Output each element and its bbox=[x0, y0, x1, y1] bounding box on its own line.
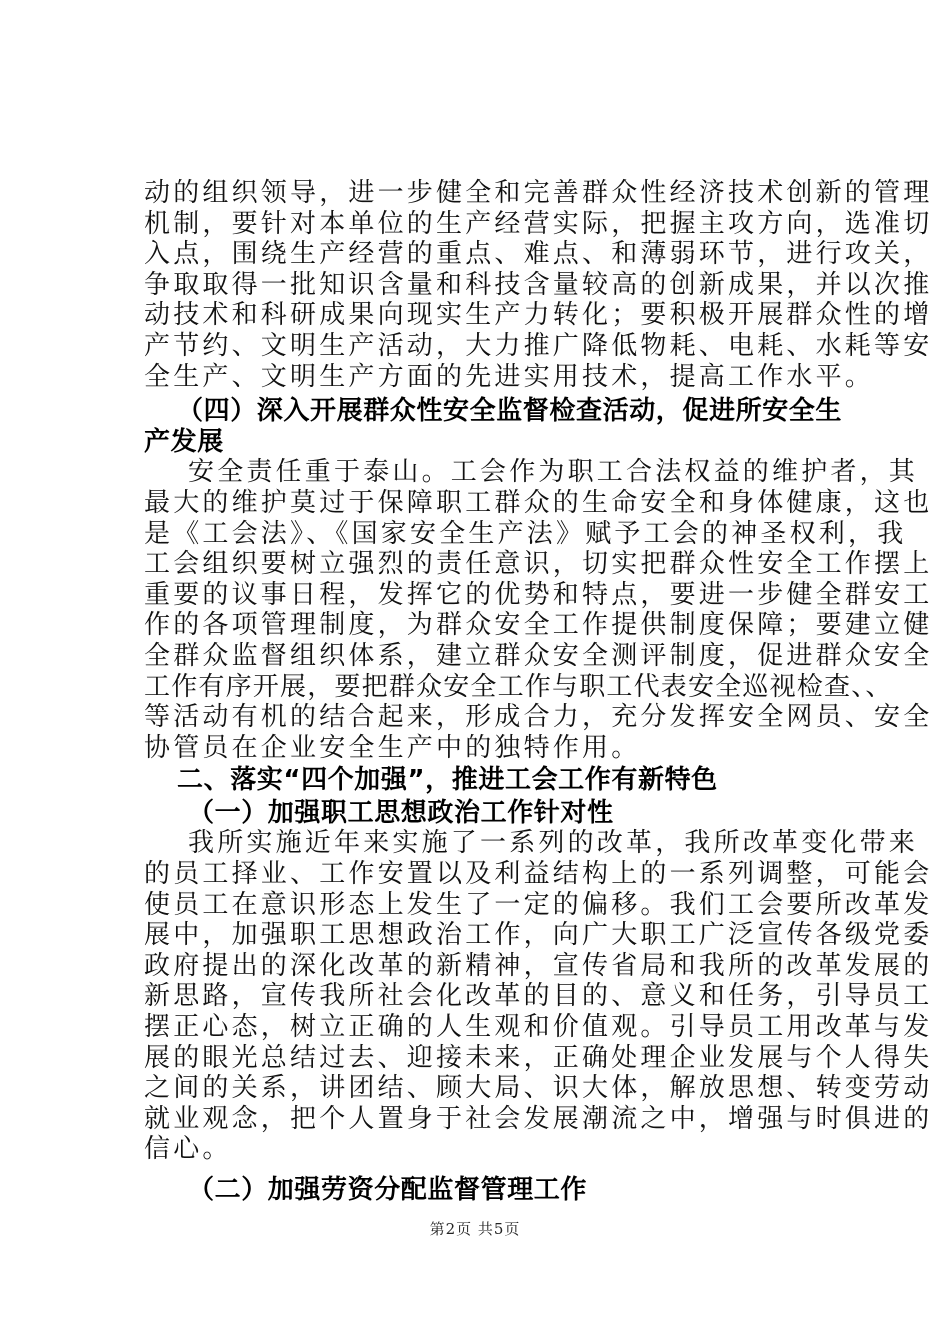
text-line: 政府提出的深化改革的新精神，宣传省局和我所的改革发展的 bbox=[144, 950, 933, 981]
text-line: 安全责任重于泰山。工会作为职工合法权益的维护者，其 bbox=[188, 457, 919, 488]
text-line: 之间的关系，讲团结、顾大局、识大体，解放思想、转变劳动 bbox=[144, 1073, 933, 1104]
text-line: 重要的议事日程，发挥它的优势和特点，要进一步健全群安工 bbox=[144, 579, 933, 610]
text-line: 我所实施近年来实施了一系列的改革，我所改革变化带来 bbox=[188, 828, 919, 859]
heading-safety-supervision bbox=[144, 396, 843, 457]
paragraph-safety bbox=[144, 457, 933, 763]
document-body bbox=[144, 178, 933, 1206]
heading-line: （四）深入开展群众性安全监督检查活动，促进所安全生 bbox=[177, 396, 843, 427]
section-title: 二、落实“四个加强”，推进工会工作有新特色 bbox=[177, 765, 718, 796]
paragraph-innovation bbox=[144, 178, 933, 392]
subsection-heading: （二）加强劳资分配监督管理工作 bbox=[188, 1175, 588, 1205]
text-line: 全生产、文明生产方面的先进实用技术，提高工作水平。 bbox=[144, 361, 875, 392]
text-line: 动的组织领导，进一步健全和完善群众性经济技术创新的管理 bbox=[144, 178, 933, 208]
text-line: 入点，围绕生产经营的重点、难点、和薄弱环节，进行攻关， bbox=[144, 239, 933, 270]
heading-line: 产发展 bbox=[144, 426, 224, 457]
page-number: 第2页 共5页 bbox=[429, 1220, 521, 1238]
text-line: 是《工会法》、《国家安全生产法》赋予工会的神圣权利，我 bbox=[144, 518, 907, 549]
text-line: 信心。 bbox=[144, 1134, 232, 1165]
paragraph-ideology bbox=[144, 828, 933, 1165]
text-line: 摆正心态，树立正确的人生观和价值观。引导员工用改革与发 bbox=[144, 1012, 933, 1043]
subsection-heading: （一）加强职工思想政治工作针对性 bbox=[188, 797, 614, 828]
text-line: 争取取得一批知识含量和科技含量较高的创新成果，并以次推 bbox=[144, 269, 933, 300]
text-line: 工作有序开展，要把群众安全工作与职工代表安全巡视检查、、 bbox=[144, 671, 893, 702]
text-line: 机制，要针对本单位的生产经营实际，把握主攻方向，选准切 bbox=[144, 208, 933, 239]
text-line: 动技术和科研成果向现实生产力转化；要积极开展群众性的增 bbox=[144, 300, 933, 331]
text-line: 的员工择业、工作安置以及利益结构上的一系列调整，可能会 bbox=[144, 859, 933, 890]
text-line: 产节约、文明生产活动，大力推广降低物耗、电耗、水耗等安 bbox=[144, 330, 933, 361]
text-line: 展中，加强职工思想政治工作，向广大职工广泛宣传各级党委 bbox=[144, 920, 933, 951]
text-line: 最大的维护莫过于保障职工群众的生命安全和身体健康，这也 bbox=[144, 487, 933, 518]
text-line: 协管员在企业安全生产中的独特作用。 bbox=[144, 732, 641, 763]
text-line: 使员工在意识形态上发生了一定的偏移。我们工会要所改革发 bbox=[144, 889, 933, 920]
text-line: 等活动有机的结合起来，形成合力，充分发挥安全网员、安全 bbox=[144, 702, 933, 733]
text-line: 全群众监督组织体系，建立群众安全测评制度，促进群众安全 bbox=[144, 640, 933, 671]
text-line: 新思路，宣传我所社会化改革的目的、意义和任务，引导员工 bbox=[144, 981, 933, 1012]
text-line: 作的各项管理制度，为群众安全工作提供制度保障；要建立健 bbox=[144, 610, 933, 641]
text-line: 就业观念，把个人置身于社会发展潮流之中，增强与时俱进的 bbox=[144, 1103, 933, 1134]
text-line: 工会组织要树立强烈的责任意识，切实把群众性安全工作摆上 bbox=[144, 549, 933, 580]
text-line: 展的眼光总结过去、迎接未来，正确处理企业发展与个人得失 bbox=[144, 1042, 933, 1073]
